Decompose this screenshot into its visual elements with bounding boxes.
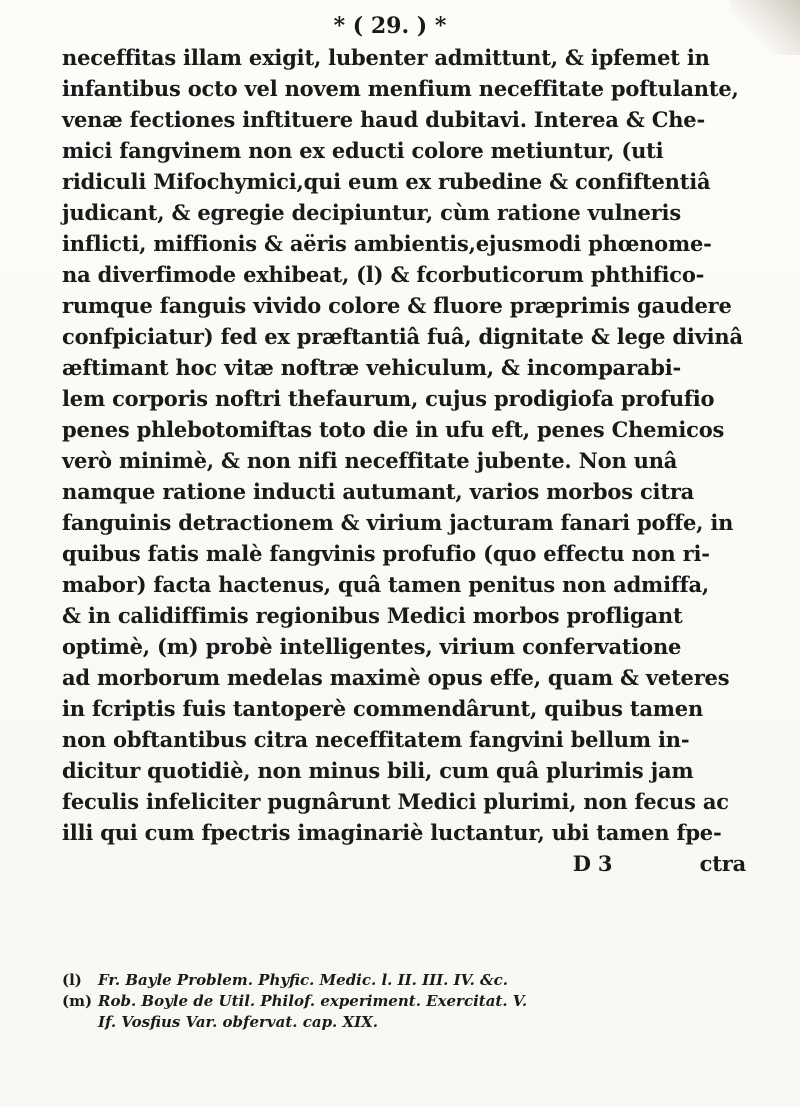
- text-line: quibus fatis malè fangvinis profufio (quo effectu non ri-: [62, 541, 710, 566]
- text-line: non obftantibus citra neceffitatem fangvini bellum in-: [62, 727, 690, 752]
- text-line: feculis infeliciter pugnârunt Medici plurimi, non fecus ac: [62, 789, 729, 814]
- footnote-mark: (m): [62, 992, 93, 1010]
- text-line: penes phlebotomiftas toto die in ufu eft, penes Chemicos: [62, 417, 725, 442]
- text-line: ad morborum medelas maximè opus effe, quam & veteres: [62, 665, 730, 690]
- text-line: na diverfimode exhibeat, (l) & fcorbuticorum phthifico-: [62, 262, 705, 287]
- text-line: ridiculi Mifochymici,qui eum ex rubedine & confiftentiâ: [62, 169, 711, 194]
- footnote: [62, 970, 772, 991]
- footnote-mark: (l): [62, 971, 82, 989]
- signature-mark: D 3: [572, 851, 613, 876]
- footnote-text: Fr. Bayle Problem. Phyfic. Medic. l. II. III. IV. &c.: [98, 971, 508, 989]
- text-line: neceffitas illam exigit, lubenter admittunt, & ipfemet in: [62, 45, 710, 70]
- catchword: ctra: [699, 851, 746, 876]
- footnotes: [62, 970, 772, 1033]
- text-line: infantibus octo vel novem menfium neceffitate poftulante,: [62, 76, 739, 101]
- text-line: venæ fectiones inftituere haud dubitavi. Interea & Che-: [62, 107, 705, 132]
- text-line: inflicti, miffionis & aëris ambientis,ejusmodi phœnome-: [62, 231, 712, 256]
- text-line: fanguinis detractionem & virium jacturam fanari poffe, in: [62, 510, 734, 535]
- page-header: * ( 29. ) *: [333, 13, 447, 39]
- text-line: rumque fanguis vivido colore & fluore præprimis gaudere: [62, 293, 732, 318]
- text-line: in fcriptis fuis tantoperè commendârunt, quibus tamen: [62, 696, 704, 721]
- text-line: namque ratione inducti autumant, varios morbos citra: [62, 479, 695, 504]
- footnote: [62, 991, 772, 1012]
- text-line: judicant, & egregie decipiuntur, cùm ratione vulneris: [62, 200, 681, 225]
- text-line: confpiciatur) fed ex præftantiâ fuâ, dignitate & lege divinâ: [62, 324, 743, 349]
- text-line: æftimant hoc vitæ noftræ vehiculum, & incomparabi-: [62, 355, 682, 380]
- text-line: dicitur quotidiè, non minus bili, cum quâ plurimis jam: [62, 758, 694, 783]
- signature-line: [62, 848, 766, 879]
- text-line: mici fangvinem non ex educti colore metiuntur, (uti: [62, 138, 664, 163]
- footnote-text: If. Vosfius Var. obfervat. cap. XIX.: [98, 1013, 379, 1031]
- text-line: verò minimè, & non nifi neceffitate jubente. Non unâ: [62, 448, 678, 473]
- text-line: & in calidiffimis regionibus Medici morbos profligant: [62, 603, 683, 628]
- main-text: [62, 42, 766, 879]
- text-line: illi qui cum fpectris imaginariè luctantur, ubi tamen fpe-: [62, 820, 722, 845]
- text-line: lem corporis noftri thefaurum, cujus prodigiofa profufio: [62, 386, 715, 411]
- footnote: [62, 1012, 772, 1033]
- footnote-text: Rob. Boyle de Util. Philof. experiment. Exercitat. V.: [98, 992, 528, 1010]
- text-line: mabor) facta hactenus, quâ tamen penitus non admiffa,: [62, 572, 710, 597]
- text-line: optimè, (m) probè intelligentes, virium confervatione: [62, 634, 682, 659]
